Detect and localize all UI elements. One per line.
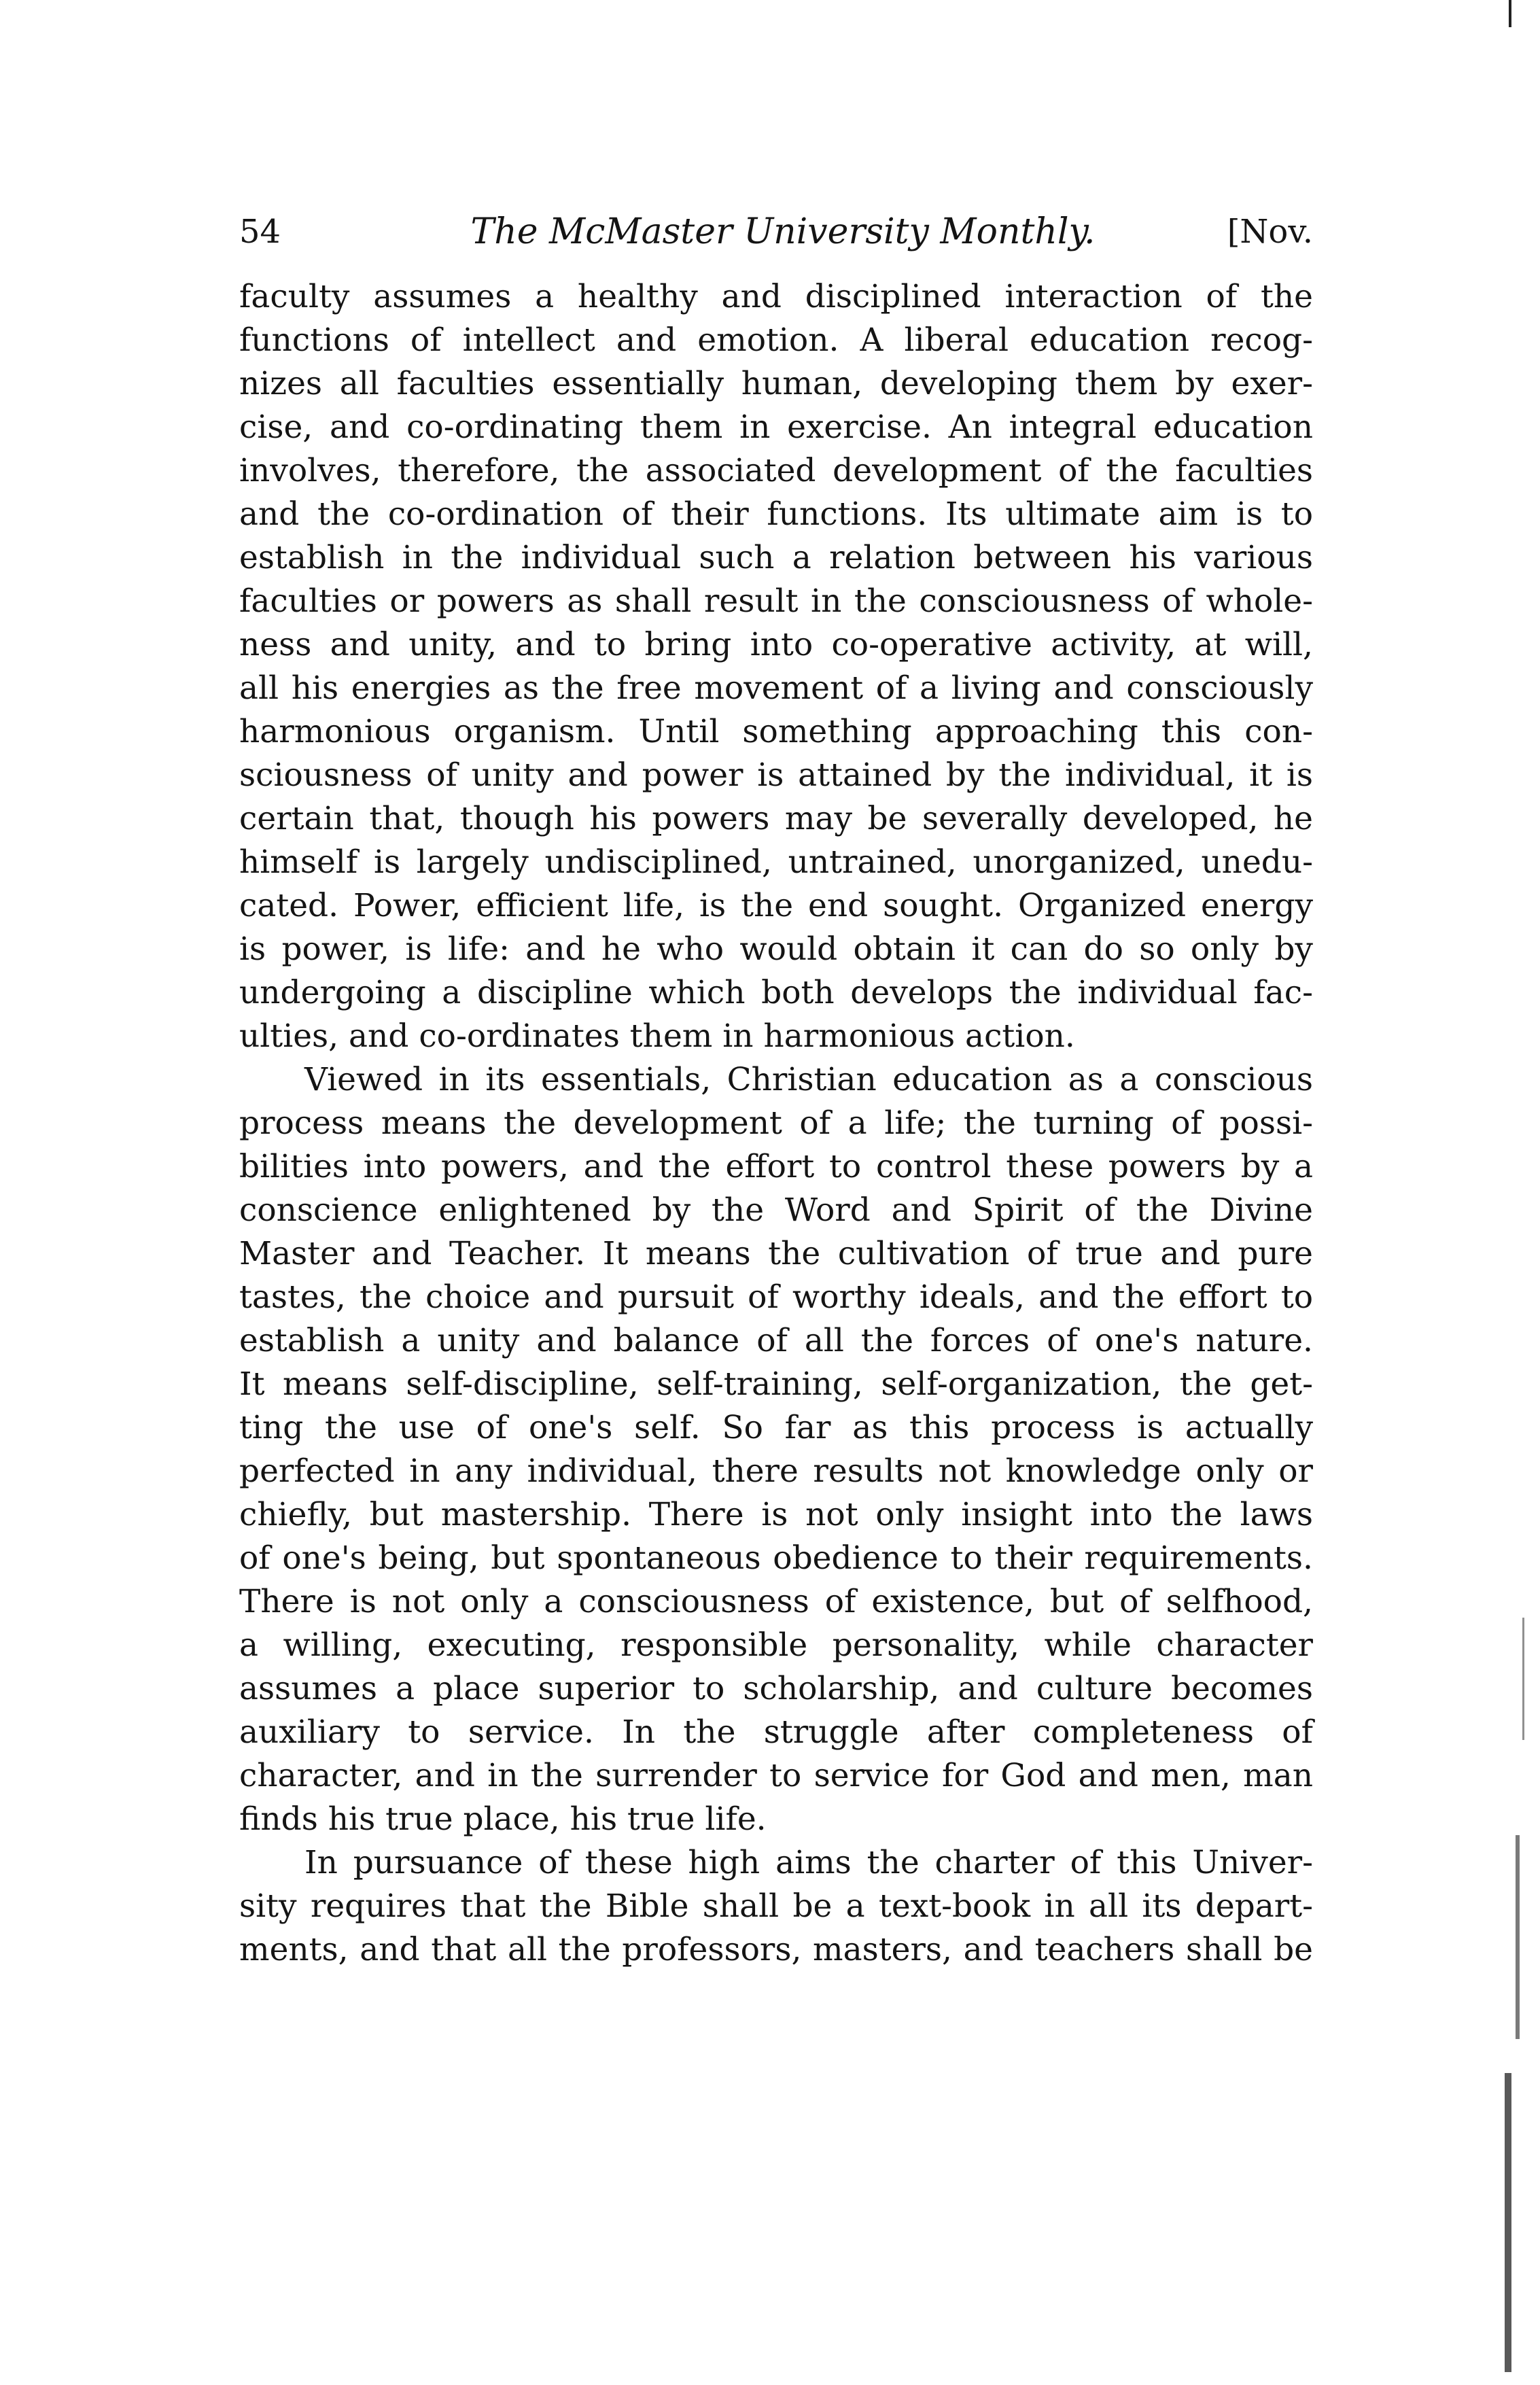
text-line: process means the development of a life; the turning of possi- (239, 1104, 1313, 1142)
text-line: is power, is life: and he who would obtain it can do so only by (239, 930, 1313, 968)
text-line: ting the use of one's self. So far as this process is actually (239, 1409, 1313, 1446)
text-line: faculties or powers as shall result in the consciousness of whole- (239, 582, 1313, 620)
text-line: establish in the individual such a relation between his various (239, 539, 1313, 576)
text-line: ness and unity, and to bring into co-operative activity, at will, (239, 626, 1313, 663)
text-line: of one's being, but spontaneous obedience to their requirements. (239, 1539, 1313, 1577)
paragraph-3 (239, 1841, 1313, 1972)
issue-label: [Nov. (1227, 213, 1313, 251)
running-title: The McMaster University Monthly. (470, 211, 1096, 252)
text-line: bilities into powers, and the effort to control these powers by a (239, 1148, 1313, 1185)
text-line: finds his true place, his true life. (239, 1800, 767, 1838)
body-text (239, 275, 1313, 1972)
paragraph-1 (239, 275, 1313, 1058)
text-line: himself is largely undisciplined, untrained, unorganized, unedu- (239, 843, 1313, 881)
text-line: tastes, the choice and pursuit of worthy ideals, and the effort to (239, 1278, 1313, 1316)
text-line: certain that, though his powers may be severally developed, he (239, 800, 1313, 837)
text-line: ments, and that all the professors, masters, and teachers shall be (239, 1931, 1313, 1968)
scan-speck (1505, 2073, 1511, 2372)
page-number: 54 (239, 213, 281, 251)
text-line: auxiliary to service. In the struggle after completeness of (239, 1713, 1313, 1751)
text-line: character, and in the surrender to service for God and men, man (239, 1757, 1313, 1794)
text-line: harmonious organism. Until something approaching this con- (239, 713, 1313, 750)
text-line: and the co-ordination of their functions. Its ultimate aim is to (239, 495, 1313, 533)
text-line: all his energies as the free movement of a living and consciously (239, 669, 1313, 707)
text-line: cise, and co-ordinating them in exercise. An integral education (239, 408, 1313, 446)
text-line: involves, therefore, the associated development of the faculties (239, 452, 1313, 489)
text-line: nizes all faculties essentially human, developing them by exer- (239, 365, 1313, 402)
text-line: ulties, and co-ordinates them in harmonious action. (239, 1017, 1075, 1055)
text-line: faculty assumes a healthy and disciplined interaction of the (239, 278, 1313, 315)
scan-speck (1522, 1618, 1524, 1740)
text-line: conscience enlightened by the Word and Spirit of the Divine (239, 1191, 1313, 1229)
text-line: perfected in any individual, there results not knowledge only or (239, 1452, 1313, 1490)
scan-edge-artifacts (1495, 0, 1540, 2385)
text-line: sciousness of unity and power is attained by the individual, it is (239, 756, 1313, 794)
text-line: assumes a place superior to scholarship, and culture becomes (239, 1670, 1313, 1707)
scan-speck (1509, 0, 1511, 27)
text-line: In pursuance of these high aims the charter of this Univer- (304, 1844, 1313, 1881)
text-line: Viewed in its essentials, Christian education as a conscious (304, 1061, 1313, 1098)
paragraph-2 (239, 1058, 1313, 1841)
running-header (239, 201, 1313, 262)
text-line: establish a unity and balance of all the forces of one's nature. (239, 1322, 1313, 1359)
text-line: cated. Power, efficient life, is the end sought. Organized energy (239, 887, 1313, 924)
text-line: Master and Teacher. It means the cultivation of true and pure (239, 1235, 1313, 1272)
text-line: It means self-discipline, self-training, self-organization, the get- (239, 1365, 1313, 1403)
text-line: a willing, executing, responsible personality, while character (239, 1626, 1313, 1664)
text-line: chiefly, but mastership. There is not only insight into the laws (239, 1496, 1313, 1533)
text-line: undergoing a discipline which both develops the individual fac- (239, 974, 1313, 1011)
scan-speck (1516, 1835, 1520, 2039)
text-line: There is not only a consciousness of existence, but of selfhood, (239, 1583, 1313, 1620)
text-line: sity requires that the Bible shall be a text-book in all its depart- (239, 1887, 1313, 1925)
text-line: functions of intellect and emotion. A liberal education recog- (239, 321, 1313, 359)
